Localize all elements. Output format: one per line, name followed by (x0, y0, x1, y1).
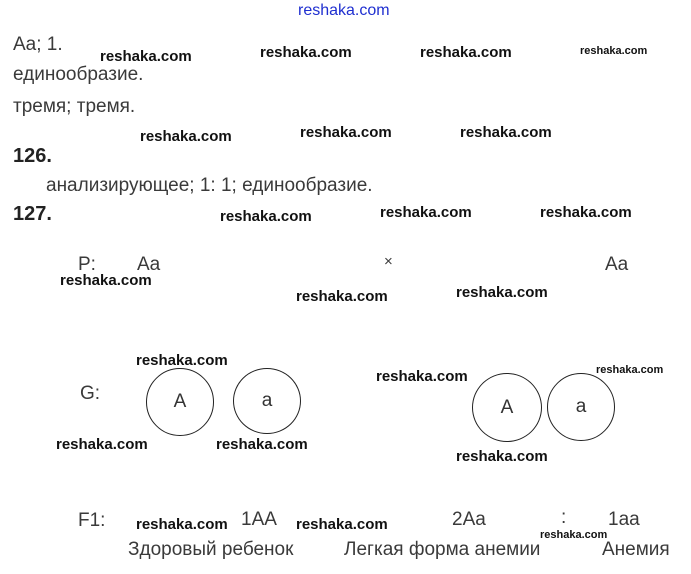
watermark: reshaka.com (540, 204, 632, 221)
cross-sign: × (384, 253, 393, 270)
f1-label: F1: (78, 510, 106, 531)
watermark: reshaka.com (220, 208, 312, 225)
watermark: reshaka.com (456, 448, 548, 465)
watermark: reshaka.com (596, 364, 664, 376)
answer-line-1: Aa; 1. (13, 34, 63, 55)
gamete-3: A (500, 396, 514, 418)
phenotype-1: Здоровый ребенок (128, 539, 294, 560)
parent-1: Aa (137, 254, 161, 275)
watermark: reshaka.com (456, 284, 548, 301)
answer-line-3: тремя; тремя. (13, 96, 136, 117)
gamete-circle-1 (146, 368, 214, 436)
f1-ratio-1: 1AA (241, 509, 277, 530)
f1-separator: : (561, 507, 567, 528)
watermark: reshaka.com (460, 124, 552, 141)
gamete-circle-4 (547, 373, 615, 441)
gamete-1: A (173, 391, 187, 412)
watermark: reshaka.com (140, 128, 232, 145)
watermark: reshaka.com (136, 352, 228, 369)
watermark: reshaka.com (56, 436, 148, 453)
task-number-126: 126. (13, 145, 52, 167)
parent-2: Aa (605, 254, 629, 275)
gamete-2: a (261, 390, 273, 411)
watermark: reshaka.com (260, 44, 352, 61)
watermark: reshaka.com (376, 368, 468, 385)
gamete-circle-3 (472, 373, 542, 442)
watermark: reshaka.com (100, 48, 192, 65)
watermark-top: reshaka.com (298, 2, 390, 19)
answer-126: анализирующее; 1: 1; единообразие. (46, 175, 373, 196)
watermark: reshaka.com (136, 516, 228, 533)
gamete-circle-2 (233, 368, 301, 434)
f1-ratio-2: 2Aa (452, 509, 486, 530)
phenotype-2: Легкая форма анемии (344, 539, 541, 560)
watermark: reshaka.com (580, 45, 648, 57)
watermark: reshaka.com (296, 288, 388, 305)
watermark: reshaka.com (296, 516, 388, 533)
f1-ratio-3: 1aa (608, 509, 640, 530)
gamete-4: a (575, 396, 587, 417)
watermark: reshaka.com (420, 44, 512, 61)
watermark: reshaka.com (540, 529, 608, 541)
watermark: reshaka.com (60, 272, 152, 289)
task-number-127: 127. (13, 203, 52, 225)
p-label: P: (78, 254, 96, 275)
watermark: reshaka.com (216, 436, 308, 453)
watermark: reshaka.com (380, 204, 472, 221)
phenotype-3: Анемия (602, 539, 670, 560)
watermark: reshaka.com (300, 124, 392, 141)
answer-line-2: единообразие. (13, 64, 144, 85)
g-label: G: (80, 383, 101, 404)
